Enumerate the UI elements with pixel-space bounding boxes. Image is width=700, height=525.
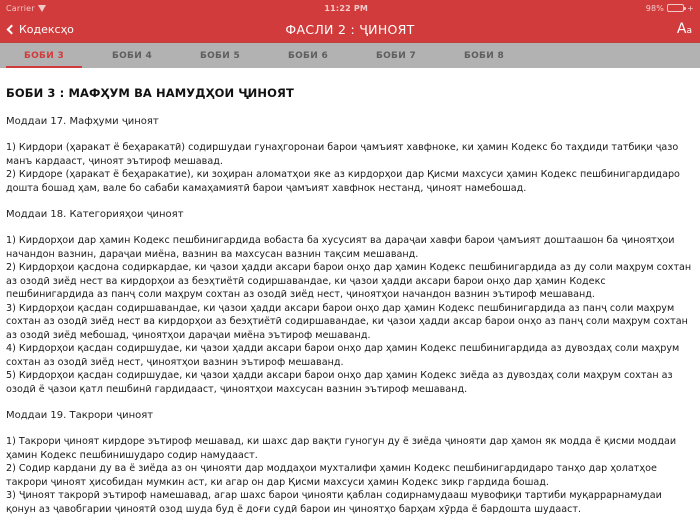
chapter-tab-bar[interactable] bbox=[0, 42, 700, 68]
tab-label: БОБИ 8 bbox=[463, 50, 505, 61]
carrier-label: Carrier bbox=[6, 3, 35, 13]
status-bar-left bbox=[6, 4, 47, 13]
article-paragraph: 1) Кирдорҳои дар ҳамин Кодекс пешбинигардида вобаста ба хусусият ва дараҷаи хавфи барои ҷамъият доштаашон ба ҷиноятҳои начандон вазнин, дараҷаи миёна, вазнин ва махсусан вазнин тақсим мешаванд. bbox=[6, 235, 675, 260]
battery-percent-label: 98% bbox=[645, 3, 665, 13]
tab-боби-3[interactable] bbox=[0, 43, 88, 68]
article-paragraph: 2) Содир кардани ду ва ё зиёда аз он ҷинояти дар моддаҳои мухталифи ҳамин Кодекс пешбинигардидаро танҳо дар ҳолатҳое такрори ҷиноят ҳисобидан мумкин аст, ки агар он дар Қисми махсуси ҳамин Кодекс зикр гардида бошад. bbox=[6, 463, 657, 488]
tab-label: БОБИ 3 bbox=[23, 50, 65, 61]
article-paragraph: 1) Такрори ҷиноят кирдоре эътироф мешавад, ки шахс дар вақти гуногун ду ё зиёда ҷинояти дар ҳамон як модда ё қисми моддаи ҳамин Кодекс пешбинишударо содир намудааст. bbox=[6, 436, 677, 461]
tab-label: БОБИ 7 bbox=[375, 50, 417, 61]
chevron-left-icon bbox=[7, 24, 17, 34]
article-paragraph: 1) Кирдори (ҳаракат ё беҳаракатӣ) содиршудаи гунаҳгоронаи барои ҷамъият хавфноке, ки ҳамин Кодекс бо таҳдиди татбиқи ҷазо манъ кардааст, ҷиноят эътироф мешавад. bbox=[6, 142, 679, 167]
article-paragraph: 3) Ҷиноят такрорӣ эътироф намешавад, агар шахс барои ҷинояти қаблан содирнамудааш мувофиқи тартиби муқаррарнамудаи қонун аз ҷавобгарии ҷиноятӣ озод шуда буд ё доғи судӣ барои ин ҷиноятҳо барҳам хӯрда ё бардошта шудааст. bbox=[6, 490, 662, 515]
article-paragraph: 2) Кирдоре (ҳаракат ё беҳаракатие), ки зоҳиран аломатҳои яке аз кирдорҳои дар Қисми махсуси ҳамин Кодекс пешбинигардидаро дошта бошад ҳам, вале бо сабаби камаҳамиятӣ барои ҷамъият хавфнок нестанд, ҷиноят намебошад. bbox=[6, 169, 680, 194]
article-paragraph: 5) Кирдорҳои қасдан содиршудае, ки ҷазои ҳадди аксари барои онҳо дар ҳамин Кодекс зиёда аз дувоздаҳ соли маҳрум сохтан аз озодӣ ё ҷазои қатл пешбинӣ гардидааст, ҷиноятҳои махсусан вазнин эътироф мешаванд. bbox=[6, 370, 673, 395]
tab-label: БОБИ 6 bbox=[287, 50, 329, 61]
tab-боби-8[interactable] bbox=[440, 43, 528, 68]
page-title: ФАСЛИ 2 : ҶИНОЯТ bbox=[285, 21, 415, 37]
tab-label: БОБИ 5 bbox=[199, 50, 241, 61]
article-heading: Моддаи 17. Мафҳуми ҷиноят bbox=[6, 116, 159, 127]
wifi-icon bbox=[38, 4, 47, 12]
navigation-bar bbox=[0, 16, 700, 42]
article-paragraph: 4) Кирдорҳои қасдан содиршудае, ки ҷазои ҳадди аксари барои онҳо дар ҳамин Кодекс пешбинигардида аз дувоздаҳ соли маҳрум сохтан аз озодӣ зиёд нест, ҷиноятҳои вазнин эътироф мешаванд. bbox=[6, 343, 680, 368]
document-content bbox=[0, 68, 700, 516]
font-size-button[interactable] bbox=[677, 22, 692, 36]
status-bar-time: 11:22 PM bbox=[324, 3, 369, 13]
article-heading: Моддаи 18. Категорияҳои ҷиноят bbox=[6, 209, 184, 220]
tab-боби-7[interactable] bbox=[352, 43, 440, 68]
battery-icon bbox=[667, 4, 684, 12]
article-heading: Моддаи 19. Такрори ҷиноят bbox=[6, 410, 154, 421]
tab-label: БОБИ 4 bbox=[111, 50, 153, 61]
font-size-button-label-big: A bbox=[676, 21, 687, 37]
tab-боби-6[interactable] bbox=[264, 43, 352, 68]
back-button[interactable] bbox=[8, 23, 74, 36]
article-body bbox=[6, 435, 694, 516]
tab-боби-5[interactable] bbox=[176, 43, 264, 68]
back-button-label: Кодексҳо bbox=[19, 22, 74, 36]
articles-list bbox=[6, 116, 694, 516]
article-body bbox=[6, 234, 694, 396]
article-body bbox=[6, 141, 694, 195]
tab-bar-spacer bbox=[528, 43, 700, 68]
article-paragraph: 2) Кирдорҳои қасдона содиркардае, ки ҷазои ҳадди аксари барои онҳо дар ҳамин Кодекс пешбинигардида аз ду соли маҳрум сохтан аз озодӣ зиёд нест ва кирдорҳои аз беэҳтиётӣ содиршавандае, ки ҷазои ҳадди аксари барои онҳо дар ҳамин Кодекс пешбинигардида аз панҷ соли маҳрум сохтан аз озодӣ зиёд нест, ҷиноятҳои начандон вазнин эътироф мешаванд. bbox=[6, 262, 692, 300]
tab-боби-4[interactable] bbox=[88, 43, 176, 68]
status-bar-right bbox=[646, 4, 694, 13]
font-size-button-label-small: a bbox=[686, 26, 692, 36]
charging-icon: + bbox=[687, 3, 694, 13]
article-paragraph: 3) Кирдорҳои қасдан содиршавандае, ки ҷазои ҳадди аксари барои онҳо дар ҳамин Кодекс пешбинигардида аз панҷ соли маҳрум сохтан аз озодӣ зиёд нест ва кирдорҳои аз беэҳтиётӣ содиршавандае, ки ҷазои ҳадди аксар барои онҳо аз панҷ соли маҳрум сохтан аз озодӣ зиёд мебошад, ҷиноятҳои дараҷаи миёна эътироф мешаванд. bbox=[6, 302, 688, 341]
status-bar bbox=[0, 0, 700, 16]
document-title: БОБИ 3 : МАФҲУМ ВА НАМУДҲОИ ҶИНОЯТ bbox=[6, 86, 294, 100]
